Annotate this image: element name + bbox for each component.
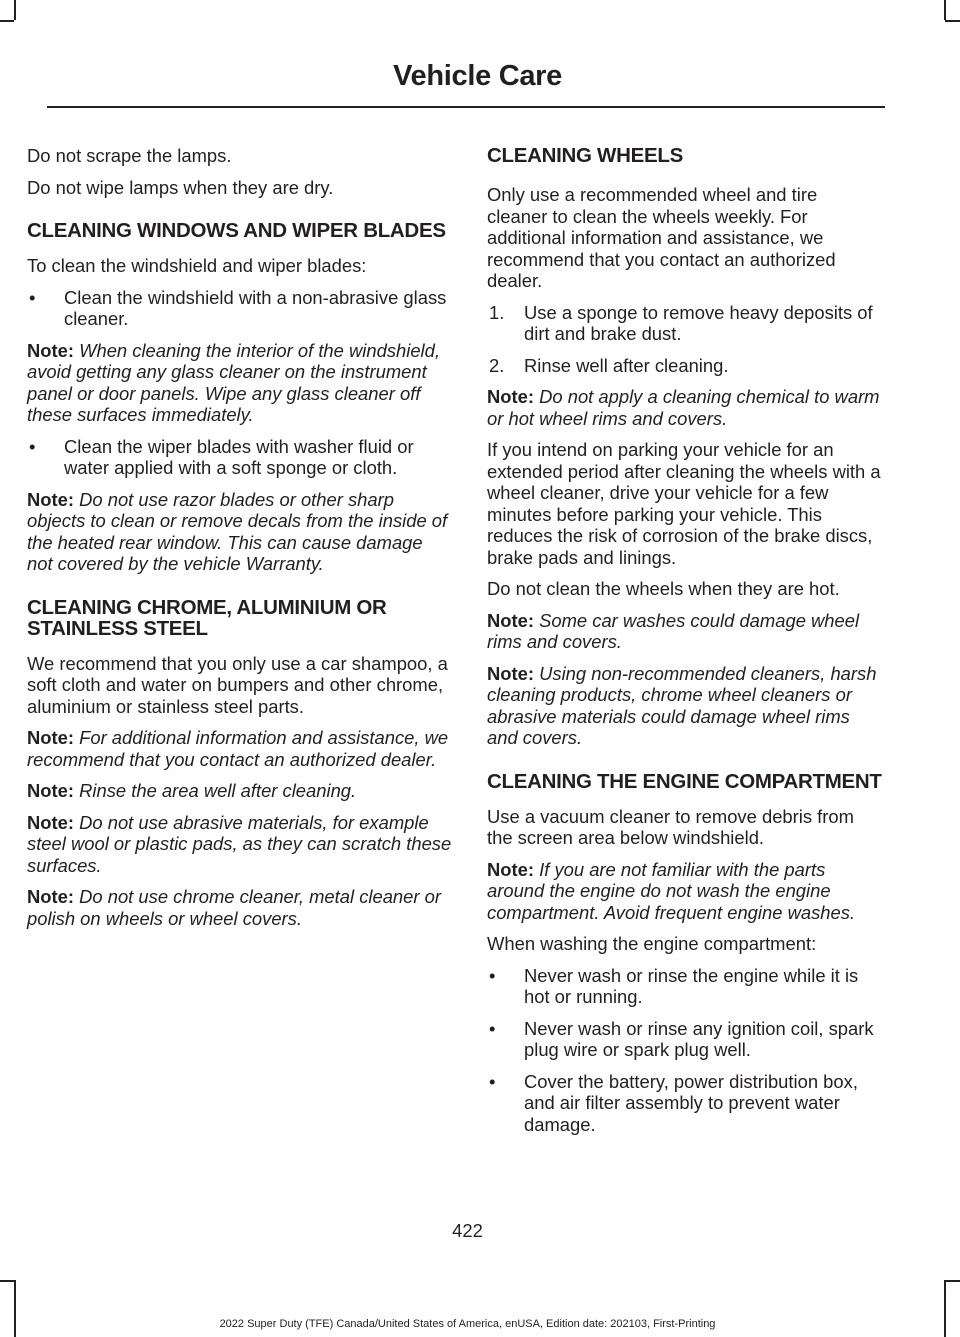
- note-text: Using non-recommended cleaners, harsh cleaning products, chrome wheel cleaners or abrasive materials could damage wheel rims and covers.: [487, 662, 877, 748]
- section-heading-wheels: CLEANING WHEELS: [487, 144, 683, 167]
- section-heading-chrome: CLEANING CHROME, ALUMINIUM OR STAINLESS STEEL: [27, 595, 387, 640]
- list-item-text: Clean the windshield with a non-abrasive glass cleaner.: [64, 286, 447, 329]
- note-text: Some car washes could damage wheel rims and covers.: [487, 609, 860, 652]
- list-item: [487, 1071, 882, 1136]
- paragraph: Do not scrape the lamps.: [27, 145, 232, 166]
- note-label: Note:: [27, 727, 74, 748]
- left-column: [27, 145, 452, 939]
- note-label: Note:: [27, 811, 74, 833]
- note: [27, 489, 452, 575]
- bullet-marker: •: [489, 1017, 496, 1039]
- paragraph: Only use a recommended wheel and tire cleaner to clean the wheels weekly. For additional information and assistance, we recommend that you contact an authorized dealer.: [487, 184, 836, 291]
- header-divider: [47, 106, 885, 108]
- list-item: [487, 965, 882, 1008]
- note: [27, 886, 452, 929]
- list-item-text: Use a sponge to remove heavy deposits of dirt and brake dust.: [524, 301, 873, 344]
- bullet-marker: •: [29, 435, 36, 457]
- list-item-text: Cover the battery, power distribution box, and air filter assembly to prevent water damage.: [524, 1070, 858, 1135]
- list-item: [27, 287, 452, 330]
- note: [487, 859, 882, 924]
- note-text: When cleaning the interior of the windshield, avoid getting any glass cleaner on the instrument panel or door panels. Wipe any glass cleaner off these surfaces immediately.: [27, 339, 440, 425]
- crop-mark: [0, 20, 14, 22]
- note-text: Do not use razor blades or other sharp objects to clean or remove decals from the inside of the heated rear window. This can cause damage not covered by the vehicle Warranty.: [27, 488, 448, 574]
- bullet-marker: •: [29, 286, 36, 308]
- note-label: Note:: [487, 858, 534, 880]
- note-label: Note:: [27, 488, 74, 510]
- crop-mark: [14, 0, 16, 20]
- note-label: Note:: [27, 780, 74, 801]
- note-label: Note:: [487, 609, 534, 631]
- list-item-text: Clean the wiper blades with washer fluid or water applied with a soft sponge or cloth.: [64, 435, 414, 478]
- section-heading-engine: CLEANING THE ENGINE COMPARTMENT: [487, 769, 882, 793]
- note: [487, 386, 882, 429]
- note-text: Do not apply a cleaning chemical to warm or hot wheel rims and covers.: [487, 386, 880, 429]
- footer-edition: 2022 Super Duty (TFE) Canada/United States of America, enUSA, Edition date: 202103, First-Printing: [219, 1318, 716, 1330]
- right-column: [487, 145, 882, 1145]
- step-number: 2.: [489, 354, 505, 376]
- note: [27, 812, 452, 877]
- crop-mark: [944, 0, 946, 20]
- note-label: Note:: [487, 662, 534, 684]
- bullet-marker: •: [489, 964, 496, 986]
- note: [27, 727, 452, 770]
- list-item: [27, 436, 452, 479]
- note: [487, 610, 882, 653]
- paragraph: When washing the engine compartment:: [487, 933, 817, 954]
- page-title: Vehicle Care: [393, 60, 562, 92]
- crop-mark: [0, 1280, 14, 1282]
- list-item-text: Never wash or rinse any ignition coil, spark plug wire or spark plug well.: [524, 1017, 874, 1060]
- note-text: Do not use abrasive materials, for example steel wool or plastic pads, as they can scratch these surfaces.: [27, 811, 452, 876]
- paragraph: Do not wipe lamps when they are dry.: [27, 176, 334, 198]
- section-heading-windows: CLEANING WINDOWS AND WIPER BLADES: [27, 219, 446, 242]
- note: [487, 663, 882, 749]
- note-text: Rinse the area well after cleaning.: [74, 780, 357, 801]
- list-item-text: Never wash or rinse the engine while it is hot or running.: [524, 964, 859, 1007]
- list-item-text: Rinse well after cleaning.: [524, 354, 729, 376]
- bullet-marker: •: [489, 1070, 496, 1092]
- note-label: Note:: [27, 886, 74, 907]
- list-item: [487, 1018, 882, 1061]
- crop-mark: [945, 1280, 960, 1282]
- paragraph: Do not clean the wheels when they are hot.: [487, 578, 840, 599]
- note-text: If you are not familiar with the parts around the engine do not wash the engine compartment. Avoid frequent engine washes.: [487, 858, 856, 923]
- step-number: 1.: [489, 301, 505, 323]
- page-number: 422: [452, 1220, 483, 1241]
- note: [27, 780, 452, 802]
- crop-mark: [944, 1280, 946, 1337]
- list-item: [487, 302, 882, 345]
- paragraph: If you intend on parking your vehicle for an extended period after cleaning the wheels with a wheel cleaner, drive your vehicle for a few minutes before parking your vehicle. This reduces the risk of corrosion of the brake discs, brake pads and linings.: [487, 439, 881, 568]
- note-text: Do not use chrome cleaner, metal cleaner or polish on wheels or wheel covers.: [27, 886, 441, 929]
- paragraph: Use a vacuum cleaner to remove debris from the screen area below windshield.: [487, 805, 854, 848]
- crop-mark: [945, 20, 960, 22]
- note-label: Note:: [27, 339, 74, 361]
- paragraph: We recommend that you only use a car shampoo, a soft cloth and water on bumpers and other chrome, aluminium or stainless steel parts.: [27, 652, 448, 717]
- note: [27, 340, 452, 426]
- list-item: [487, 355, 882, 377]
- paragraph: To clean the windshield and wiper blades:: [27, 255, 367, 276]
- note-label: Note:: [487, 386, 534, 407]
- note-text: For additional information and assistance, we recommend that you contact an authorized dealer.: [27, 727, 449, 770]
